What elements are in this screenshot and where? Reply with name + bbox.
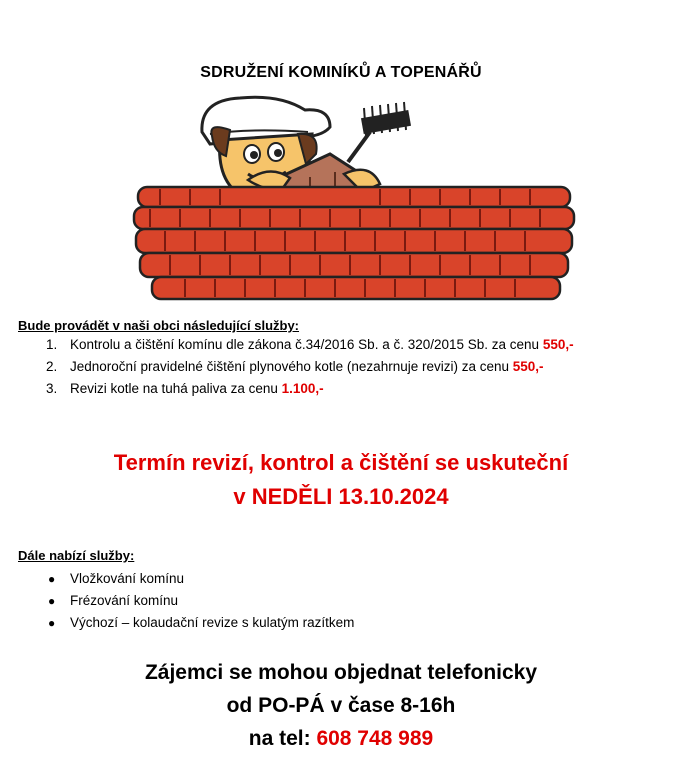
headline-date: v NEDĚLI 13.10.2024	[233, 484, 449, 509]
service-item	[18, 378, 574, 400]
extra-service-item	[18, 568, 354, 590]
service-number: 3.	[46, 381, 58, 396]
service-text: Jednoroční pravidelné čištění plynového kotle (nezahrnuje revizi) za cenu	[70, 359, 513, 374]
extra-services-heading: Dále nabízí služby:	[18, 548, 135, 563]
phone-label: na tel:	[248, 727, 317, 750]
extra-service-item	[18, 590, 354, 612]
service-price: 1.100,-	[281, 381, 324, 396]
chimney-sweep-illustration	[130, 92, 580, 307]
headline-line-1: Termín revizí, kontrol a čištění se uskuteční	[113, 450, 569, 475]
contact-line-3	[0, 722, 682, 755]
extra-service-text: Vložkování komínu	[70, 571, 185, 586]
bullet-icon: ●	[48, 594, 56, 608]
bullet-icon: ●	[48, 616, 56, 630]
headline	[0, 446, 682, 514]
service-item	[18, 334, 574, 356]
contact-line-1: Zájemci se mohou objednat telefonicky	[144, 661, 538, 684]
extra-service-text: Výchozí – kolaudační revize s kulatým razítkem	[70, 615, 355, 630]
page-title: SDRUŽENÍ KOMINÍKŮ A TOPENÁŘŮ	[200, 64, 482, 81]
extra-service-item	[18, 612, 354, 634]
extra-service-text: Frézování komínu	[70, 593, 179, 608]
services-heading: Bude provádět v naši obci následující služby:	[18, 318, 300, 333]
services-list	[18, 334, 574, 400]
contact-line-2: od PO-PÁ v čase 8-16h	[226, 694, 456, 717]
service-price: 550,-	[512, 359, 544, 374]
contact-block	[0, 656, 682, 755]
service-number: 1.	[46, 337, 58, 352]
service-text: Kontrolu a čištění komínu dle zákona č.34/2016 Sb. a č. 320/2015 Sb. za cenu	[70, 337, 543, 352]
phone-number: 608 748 989	[316, 727, 434, 750]
service-price: 550,-	[542, 337, 574, 352]
service-text: Revizi kotle na tuhá paliva za cenu	[70, 381, 282, 396]
extra-services-list	[18, 568, 354, 634]
bullet-icon: ●	[48, 572, 56, 586]
service-number: 2.	[46, 359, 58, 374]
chimney-brush-icon	[348, 102, 411, 162]
service-item	[18, 356, 574, 378]
roof-tiles-icon	[134, 187, 574, 299]
